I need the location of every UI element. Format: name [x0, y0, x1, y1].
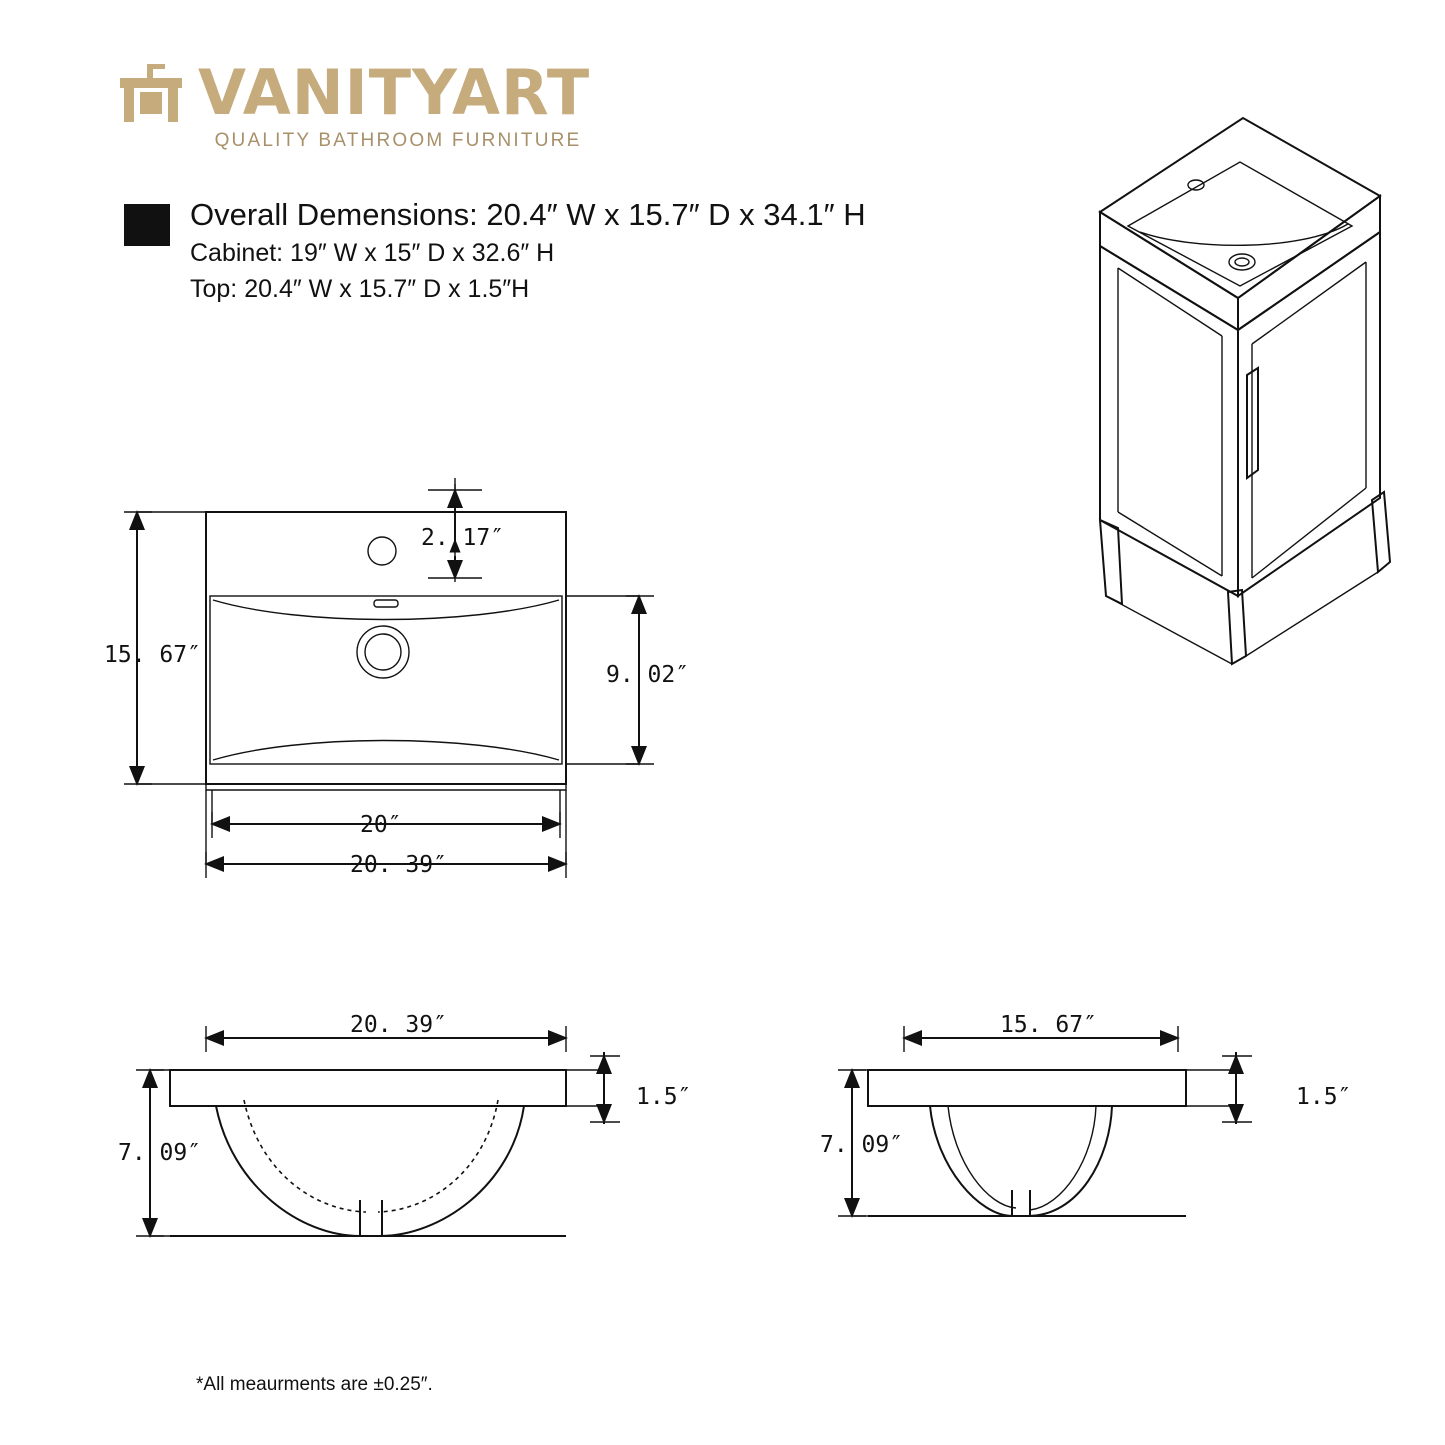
brand-name: VANITYART: [198, 56, 591, 129]
dim-front-top-thickness: 1.5″: [636, 1084, 692, 1110]
dim-front-overall-height: 7. 09″: [118, 1140, 202, 1166]
sink-top-view: [104, 478, 689, 878]
dim-front-overall-width: 20. 39″: [350, 1012, 447, 1038]
overall-dimensions-text: Overall Demensions: 20.4″ W x 15.7″ D x 34.1″ H: [190, 197, 866, 232]
color-swatch: [124, 204, 170, 246]
top-dimensions-text: Top: 20.4″ W x 15.7″ D x 1.5″H: [190, 275, 530, 303]
dim-overall-width: 20. 39″: [350, 852, 447, 878]
footnote-text: *All meaurments are ±0.25″.: [196, 1374, 433, 1395]
sink-side-section-view: [820, 1012, 1351, 1216]
cabinet-dimensions-text: Cabinet: 19″ W x 15″ D x 32.6″ H: [190, 238, 555, 267]
dim-overall-depth: 15. 67″: [104, 642, 201, 668]
brand-logo: [118, 56, 698, 152]
specs-block: [124, 196, 1084, 307]
dim-side-top-thickness: 1.5″: [1296, 1084, 1352, 1110]
sink-front-section-view: [118, 1012, 691, 1236]
vanity-cabinet-icon: [118, 62, 184, 124]
dim-basin-width: 20″: [360, 812, 402, 838]
vanity-perspective-view: [1100, 118, 1390, 664]
dim-faucet-hole-offset: 2. 17″: [421, 525, 505, 551]
dim-side-overall-depth: 15. 67″: [1000, 1012, 1097, 1038]
brand-tagline: QUALITY BATHROOM FURNITURE: [214, 130, 582, 151]
dim-basin-depth: 9. 02″: [606, 662, 690, 688]
dim-side-overall-height: 7. 09″: [820, 1132, 904, 1158]
